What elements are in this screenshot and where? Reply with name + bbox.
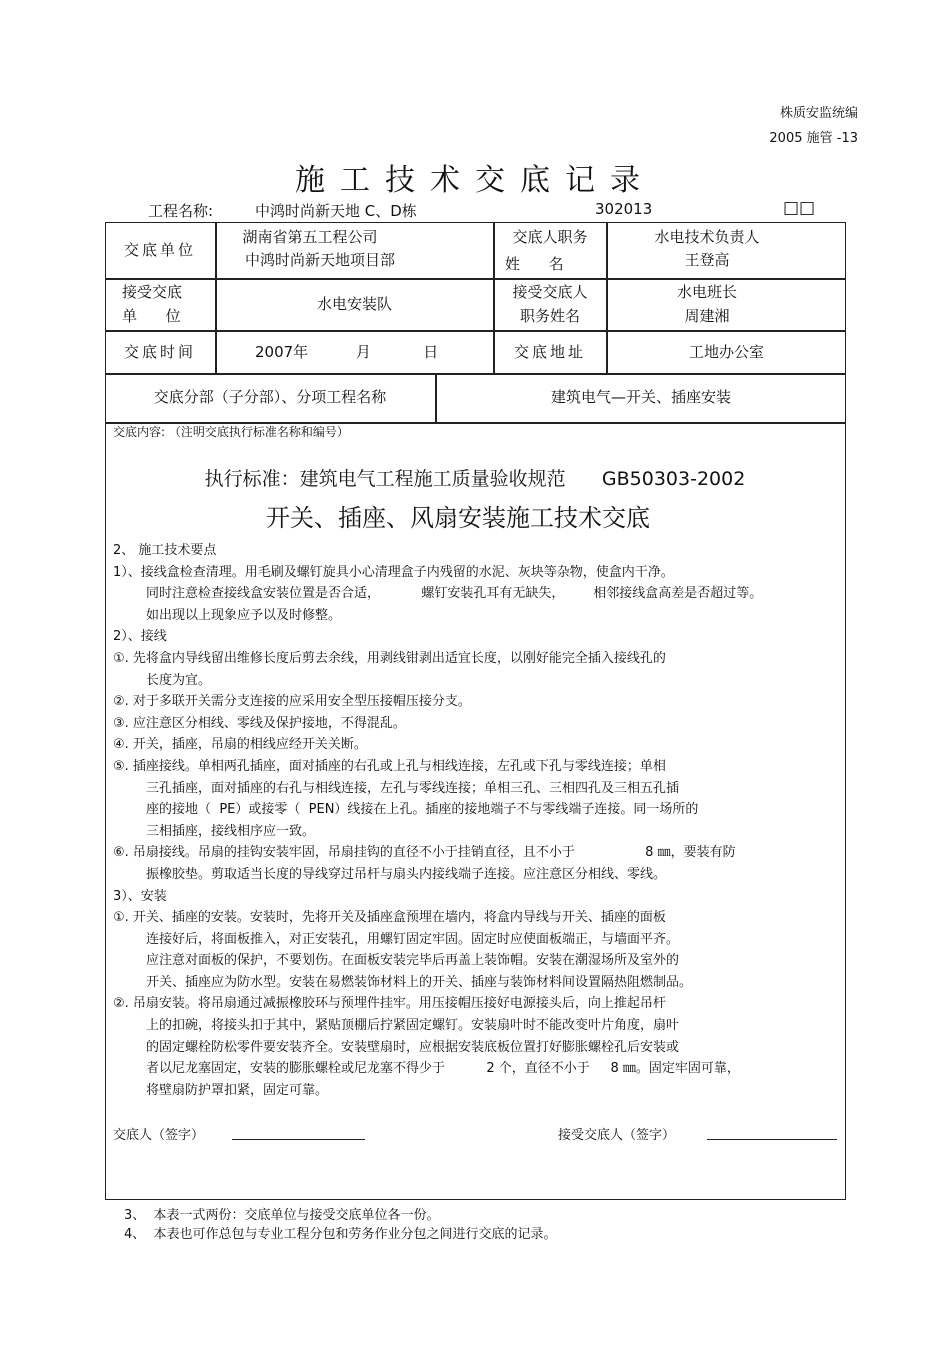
recv-unit-value: 水电安装队 [316,295,392,313]
content-line: ②. 吊扇安装。将吊扇通过减振橡胶环与预埋件挂牢。用压接帽压接好电源接头后，向上推起吊杆 [113,996,666,1012]
content-line: ①. 开关、插座的安装。安装时，先将开关及插座盒预埋在墙内，将盒内导线与开关、插座的面板 [113,910,666,926]
person-label-line2: 姓 名 [505,255,564,273]
footnote-3: 3、 本表一式两份：交底单位与接受交底单位各一份。 [124,1208,440,1223]
giver-signature-line[interactable] [232,1139,365,1140]
content-line: ③. 应注意区分相线、零线及保护接地，不得混乱。 [113,715,406,731]
footnote-4: 4、 本表也可作总包与专业工程分包和劳务作业分包之间进行交底的记录。 [124,1227,557,1242]
recv-unit-label-line1: 接受交底 [122,283,183,301]
giver-signature-label: 交底人（签字） [113,1128,205,1143]
section-label: 交底分部（子分部）、分项工程名称 [153,388,387,406]
content-line: ⑤. 插座接线。单相两孔插座，面对插座的右孔或上孔与相线连接，左孔或下孔与零线连接；单相 [113,758,666,774]
content-title: 开关、插座、风扇安装施工技术交底 [266,504,650,532]
place-value: 工地办公室 [688,343,764,361]
content-line: 将壁扇防护罩扣紧，固定可靠。 [113,1082,329,1098]
form-code: 2005 施管 -13 [769,131,858,146]
content-line: 如出现以上现象应予以及时修整。 [113,607,342,623]
content-line: 应注意对面板的保护，不要划伤。在面板安装完毕后再盖上装饰帽。安装在潮湿场所及室外的 [113,953,680,969]
content-line: 者以尼龙塞固定，安装的膨胀螺栓或尼龙塞不得少于 2 个，直径不小于 8 ㎜。固定牢固可靠， [113,1061,740,1077]
recv-unit-label-line2: 单 位 [122,307,181,325]
recv-person-value-line1: 水电班长 [676,283,737,301]
content-line: 连接好后，将面板推入，对正安装孔，用螺钉固定牢固。固定时应使面板端正，与墙面平齐。 [113,931,680,947]
time-label: 交底时间 [123,343,196,361]
content-line: 2、 施工技术要点 [113,543,217,558]
project-number: 302013 [595,200,653,218]
content-line: ④. 开关，插座，吊扇的相线应经开关关断。 [113,737,367,753]
receiver-signature-line[interactable] [707,1139,837,1140]
person-value-line2: 王登高 [684,251,730,269]
project-name: 中鸿时尚新天地 C、D栋 [255,202,417,220]
place-label: 交底地址 [513,343,586,361]
content-line: 座的接地（ PE）或接零（ PEN）线接在上孔。插座的接地端子不与零线端子连接。同一场所的 [113,802,699,818]
project-label: 工程名称: [148,202,214,220]
checkbox-glyphs: □□ [783,198,816,218]
recv-person-label-line1: 接受交底人 [512,283,588,301]
content-line: 的固定螺栓防松零件要安装齐全。安装壁扇时，应根据安装底板位置打好膨胀螺栓孔后安装或 [113,1039,680,1055]
time-value: 2007年 月 日 [255,343,439,361]
person-value-line1: 水电技术负责人 [654,228,760,246]
page-title: 施工技术交底记录 [295,163,655,198]
content-line: ①. 先将盒内导线留出维修长度后剪去余线，用剥线钳剥出适宜长度，以刚好能完全插入接线孔的 [113,650,666,666]
receiver-signature-label: 接受交底人（签字） [558,1128,676,1143]
content-line: 3）、安装 [113,888,167,904]
content-line: 三孔插座，面对插座的右孔与相线连接，左孔与零线连接；单相三孔、三相四孔及三相五孔插 [113,780,680,796]
content-body [113,540,833,1101]
unit-label: 交底单位 [123,241,196,259]
content-line: ⑥. 吊扇接线。吊扇的挂钩安装牢固，吊扇挂钩的直径不小于挂销直径，且不小于 8 ㎜，要装有防 [113,845,736,861]
publisher-text: 株质安监统编 [779,106,858,121]
unit-value-line2: 中鸿时尚新天地项目部 [244,251,395,269]
section-value: 建筑电气—开关、插座安装 [550,388,731,406]
recv-person-label-line2: 职务姓名 [519,307,580,325]
content-line: 开关、插座应为防水型。安装在易燃装饰材料上的开关、插座与装饰材料间设置隔热阻燃制品。 [113,974,693,990]
content-line: 振橡胶垫。剪取适当长度的导线穿过吊杆与扇头内接线端子连接。应注意区分相线、零线。 [113,866,667,882]
content-line: 长度为宜。 [113,672,212,688]
content-line: 三相插座，接线相序应一致。 [113,823,316,839]
person-label-line1: 交底人职务 [512,228,588,246]
content-label: 交底内容: （注明交底执行标准名称和编号） [113,425,349,439]
recv-person-value-line2: 周建湘 [684,307,730,325]
content-line: 1）、接线盒检查清理。用毛刷及螺钉旋具小心清理盒子内残留的水泥、灰块等杂物，使盒内干净。 [113,564,674,580]
standard-line: 执行标准：建筑电气工程施工质量验收规范 GB50303-2002 [204,468,746,490]
content-line: 2）、接线 [113,629,167,645]
content-line: 同时注意检查接线盒安装位置是否合适， 螺钉安装孔耳有无缺失， 相邻接线盒高差是否超过等。 [113,586,763,602]
content-line: 上的扣碗，将接头扣于其中，紧贴顶棚后拧紧固定螺钉。安装扇叶时不能改变叶片角度，扇叶 [113,1018,680,1034]
content-line: ②. 对于多联开关需分支连接的应采用安全型压接帽压接分支。 [113,694,471,710]
unit-value-line1: 湖南省第五工程公司 [242,228,378,246]
